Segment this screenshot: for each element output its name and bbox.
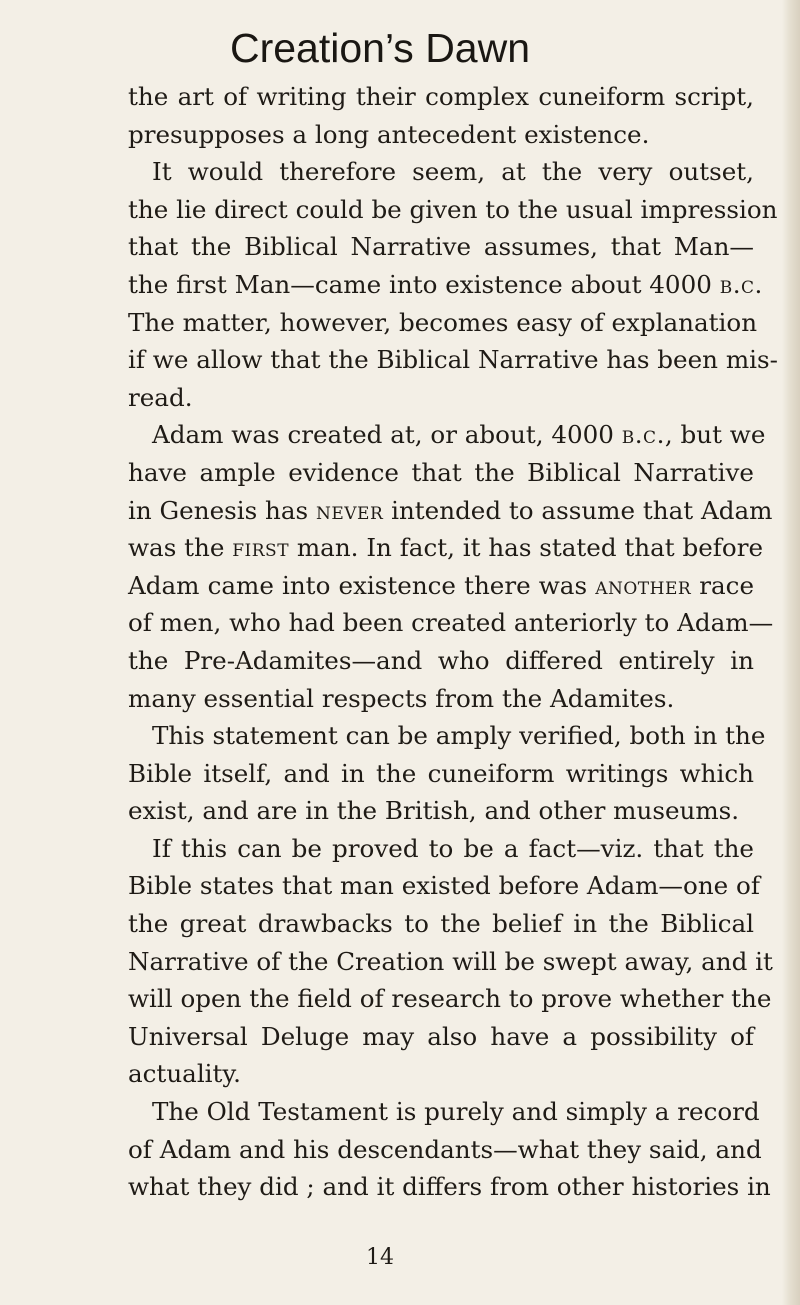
text-line: Adam came into existence there was another race (128, 570, 754, 600)
text-line: Adam was created at, or about, 4000 b.c., but we (152, 420, 766, 450)
body-text (128, 78, 778, 1206)
text-line: actuality. (128, 1059, 241, 1089)
text-line: Bible states that man existed before Adam—one of (128, 871, 760, 901)
text-line: read. (128, 382, 193, 412)
text-line: the first Man—came into existence about 4000 b.c. (128, 269, 763, 299)
text-line: This statement can be amply verified, both in the (152, 721, 766, 751)
text-line: the art of writing their complex cuneiform script, (128, 82, 754, 111)
text-line: The Old Testament is purely and simply a record (152, 1097, 760, 1127)
text-line: have ample evidence that the Biblical Narrative (128, 457, 754, 487)
text-line: If this can be proved to be a fact—viz. that the (152, 833, 754, 863)
text-line: The matter, however, becomes easy of explanation (128, 307, 758, 337)
page-edge-shadow (782, 0, 800, 1305)
text-line: presupposes a long antecedent existence. (128, 119, 650, 149)
text-line: Universal Deluge may also have a possibility of (128, 1021, 754, 1051)
text-line: the Pre-Adamites—and who differed entirely in (128, 645, 754, 675)
text-line: of Adam and his descendants—what they said, and (128, 1134, 762, 1164)
text-line: was the first man. In fact, it has stated that before (128, 533, 764, 563)
text-line: the lie direct could be given to the usual impression (128, 194, 778, 224)
text-line: exist, and are in the British, and other museums. (128, 796, 740, 826)
text-line: Narrative of the Creation will be swept away, and it (128, 946, 773, 976)
text-line: will open the field of research to prove whether the (128, 984, 772, 1014)
page-number: 14 (366, 1245, 394, 1270)
running-head-title: Creation’s Dawn (229, 25, 531, 71)
text-line: the great drawbacks to the belief in the Biblical (128, 909, 754, 939)
text-line: that the Biblical Narrative assumes, that Man— (128, 232, 754, 262)
text-line: It would therefore seem, at the very outset, (152, 157, 754, 187)
text-line: if we allow that the Biblical Narrative has been mis- (128, 345, 778, 375)
text-line: what they did ; and it differs from other histories in (128, 1172, 771, 1202)
text-line: of men, who had been created anteriorly to Adam— (128, 608, 774, 638)
text-line: many essential respects from the Adamites. (128, 683, 675, 713)
text-line: in Genesis has never intended to assume that Adam (128, 495, 773, 525)
text-line: Bible itself, and in the cuneiform writings which (128, 758, 754, 788)
